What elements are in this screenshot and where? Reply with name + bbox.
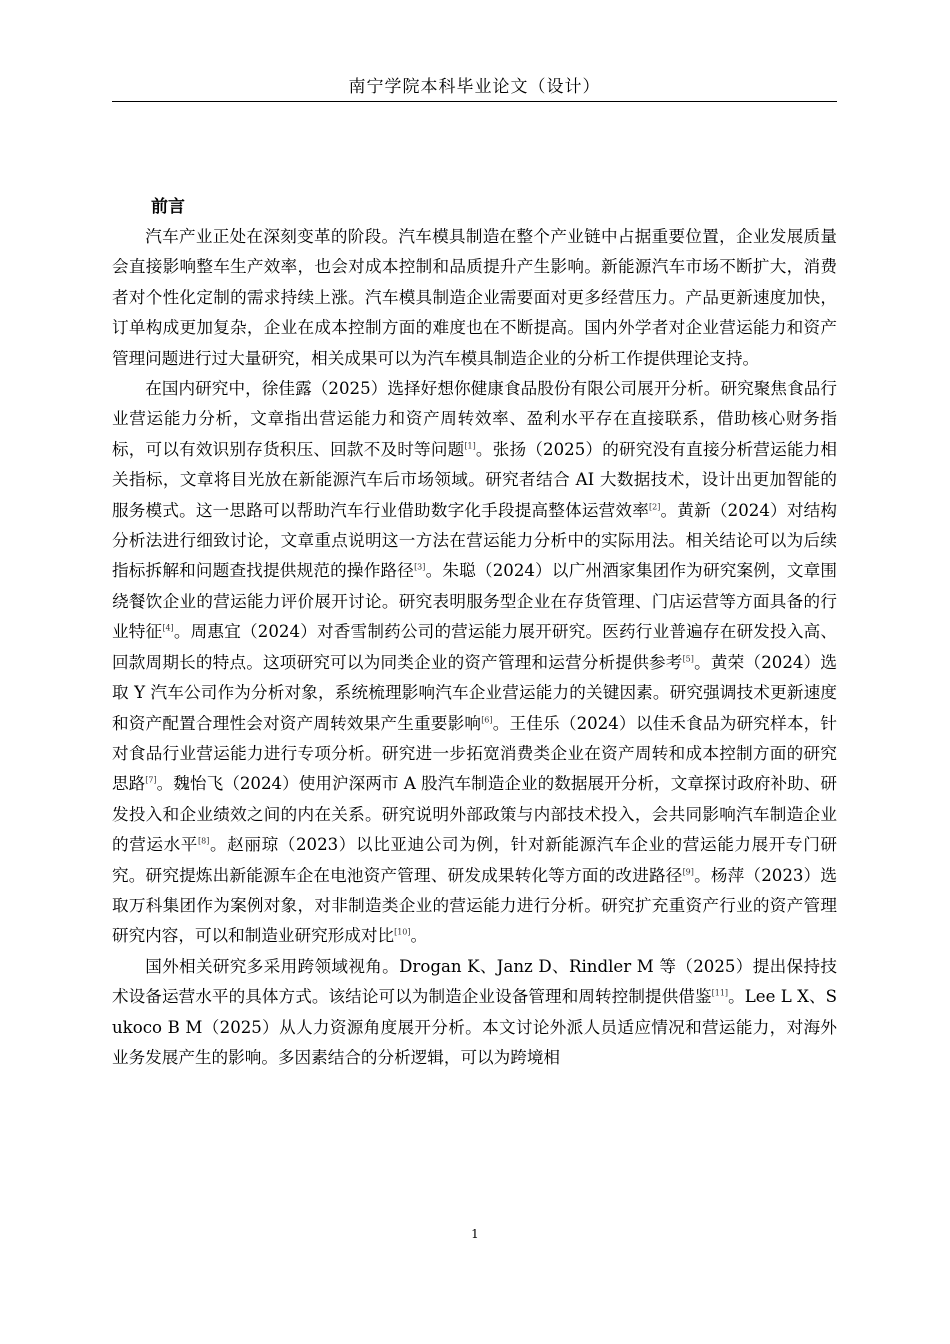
paragraph (112, 952, 837, 1074)
citation-ref: [5] (682, 654, 694, 664)
paragraph-text: 。 (410, 926, 428, 946)
paragraph-text: 国外相关研究多采用跨领域视角。Drogan K、Janz D、Rindler M 等（2025）提出保持技术设备运营水平的具体方式。该结论可以为制造企业设备管理和周转控制提供借鉴 (112, 956, 837, 1007)
paragraph (112, 222, 837, 374)
citation-ref: [9] (682, 867, 694, 876)
header-divider (112, 101, 837, 102)
citation-ref: [1] (464, 441, 476, 451)
page-number: 1 (471, 1227, 479, 1241)
section-title: 前言 (151, 197, 185, 217)
citation-ref: [4] (162, 623, 174, 633)
paragraph-text: 。杨萍（2023）选取万科集团作为案例对象，对非制造类企业的营运能力进行分析。研究扩充重资产行业的资产管理研究内容，可以和制造业研究形成对比 (112, 865, 838, 946)
paragraph-text: 。魏怡飞（2024）使用沪深两市 A 股汽车制造企业的数据展开分析，文章探讨政府补助、研发投入和企业绩效之间的内在关系。研究说明外部政策与内部技术投入，会共同影响汽车制造企业的营运水平 (112, 774, 838, 855)
page-header-title: 南宁学院本科毕业论文（设计） (348, 77, 601, 97)
paragraph (112, 374, 837, 952)
paragraph-text: 。张扬（2025）的研究没有直接分析营运能力相关指标，文章将目光放在新能源汽车后市场领域。研究者结合 AI 大数据技术，设计出更加智能的服务模式。这一思路可以帮助汽车行业借助数字化手段提高整体运营效率 (112, 439, 838, 520)
body-text (112, 222, 837, 1073)
paragraph-text: 。黄荣（2024）选取 Y 汽车公司作为分析对象，系统梳理影响汽车企业营运能力的关键因素。研究强调技术更新速度和资产配置合理性会对资产周转效果产生重要影响 (112, 652, 838, 733)
paragraph-text: 。周惠宜（2024）对香雪制药公司的营运能力展开研究。医药行业普遍存在研发投入高、回款周期长的特点。这项研究可以为同类企业的资产管理和运营分析提供参考 (112, 622, 837, 672)
citation-ref: [7] (145, 775, 157, 785)
citation-ref: [10] (394, 927, 411, 937)
paragraph-text: 在国内研究中，徐佳露（2025）选择好想你健康食品股份有限公司展开分析。研究聚焦食品行业营运能力分析，文章指出营运能力和资产周转效率、盈利水平存在直接联系，借助核心财务指标，可以有效识别存货积压、回款不及时等问题 (112, 379, 837, 459)
paragraph-text: 汽车产业正处在深刻变革的阶段。汽车模具制造在整个产业链中占据重要位置，企业发展质量会直接影响整车生产效率，也会对成本控制和品质提升产生影响。新能源汽车市场不断扩大，消费者对个性化定制的需求持续上涨。汽车模具制造企业需要面对更多经营压力。产品更新速度加快，订单构成更加复杂，企业在成本控制方面的难度也在不断提高。国内外学者对企业营运能力和资产管理问题进行过大量研究，相关成果可以为汽车模具制造企业的分析工作提供理论支持。 (112, 227, 837, 368)
paragraph-text: 。王佳乐（2024）以佳禾食品为研究样本，针对食品行业营运能力进行专项分析。研究进一步拓宽消费类企业在资产周转和成本控制方面的研究思路 (112, 713, 838, 794)
paragraph-text: 。朱聪（2024）以广州酒家集团作为研究案例，文章围绕餐饮企业的营运能力评价展开讨论。研究表明服务型企业在存货管理、门店运营等方面具备的行业特征 (112, 561, 838, 642)
citation-ref: [6] (481, 714, 493, 724)
citation-ref: [2] (649, 502, 661, 512)
citation-ref: [8] (198, 836, 210, 846)
citation-ref: [3] (414, 562, 426, 572)
paragraph-text: 。赵丽琼（2023）以比亚迪公司为例，针对新能源汽车企业的营运能力展开专门研究。研究提炼出新能源车企在电池资产管理、研发成果转化等方面的改进路径 (112, 835, 838, 885)
citation-ref: [11] (711, 988, 729, 998)
paragraph-text: 。黄新（2024）对结构分析法进行细致讨论，文章重点说明这一方法在营运能力分析中的实际用法。相关结论可以为后续指标拆解和问题查找提供规范的操作路径 (112, 500, 838, 581)
paragraph-text: 。Lee L X、Sukoco B M（2025）从人力资源角度展开分析。本文讨论外派人员适应情况和营运能力，对海外业务发展产生的影响。多因素结合的分析逻辑，可以为跨境相 (112, 987, 837, 1067)
